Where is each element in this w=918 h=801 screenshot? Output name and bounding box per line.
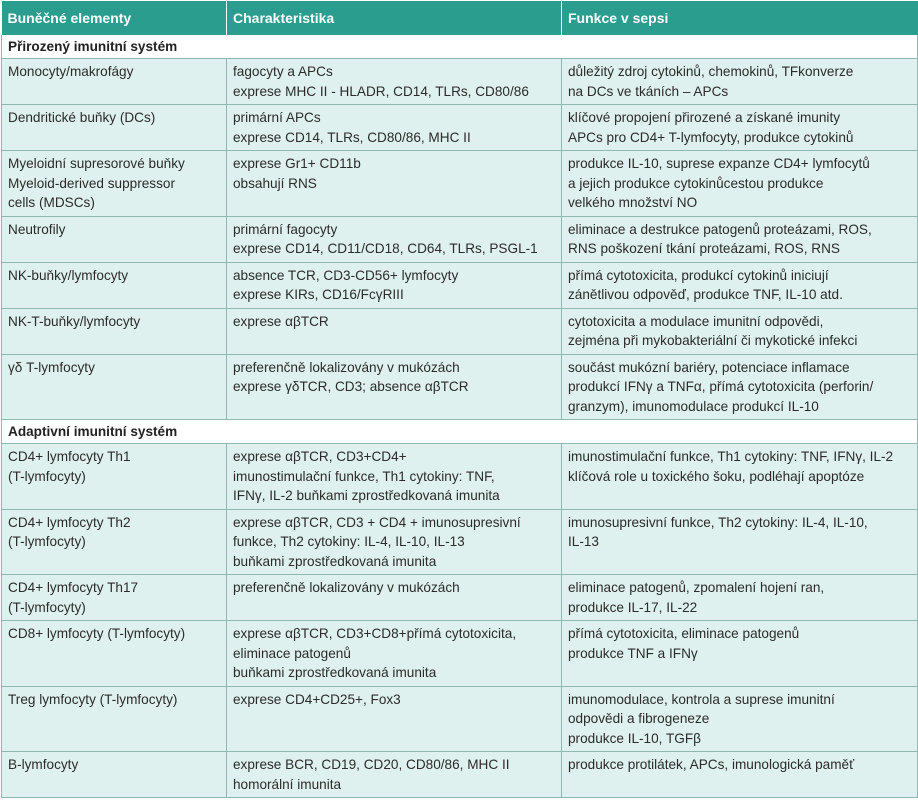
cell-line: Treg lymfocyty (T-lymfocyty) — [8, 691, 178, 707]
cell-line: CD4+ lymfocyty Th2 — [8, 514, 131, 530]
cell-line: klíčové propojení přirozené a získané imunity — [568, 110, 841, 125]
table-row — [2, 308, 918, 354]
table-row — [2, 262, 918, 308]
cell-function — [562, 151, 918, 217]
section-title: Přirozený imunitní systém — [2, 35, 918, 59]
header-elements: Buněčné elementy — [2, 1, 227, 35]
cell-line: preferenčně lokalizovány v mukózách — [233, 359, 460, 375]
table-row — [2, 105, 918, 151]
cell-line: eliminace patogenů, zpomalení hojení ran, — [568, 580, 825, 595]
cell-line: imunostimulační funkce, Th1 cytokiny: TNF, — [233, 468, 495, 484]
cell-line: obsahují RNS — [233, 175, 317, 191]
cell-characteristics — [227, 752, 562, 798]
cell-element — [2, 354, 227, 420]
table-row — [2, 444, 918, 510]
table-row — [2, 575, 918, 621]
cell-line: Neutrofily — [8, 221, 66, 237]
cell-element — [2, 308, 227, 354]
cell-line: fagocyty a APCs — [233, 64, 333, 79]
cell-function — [562, 444, 918, 510]
cell-line: granzym), imunomodulace produkcí IL-10 — [568, 398, 819, 414]
table-row — [2, 354, 918, 420]
cell-characteristics — [227, 262, 562, 308]
cell-line: IL-13 — [568, 534, 599, 549]
cell-function — [562, 752, 918, 798]
cell-function — [562, 509, 918, 575]
header-function: Funkce v sepsi — [562, 1, 918, 35]
cell-element — [2, 262, 227, 308]
cell-line: absence TCR, CD3-CD56+ lymfocyty — [233, 267, 459, 283]
cell-characteristics — [227, 621, 562, 687]
cell-line: (T-lymfocyty) — [8, 534, 86, 549]
cell-line: primární fagocyty — [233, 221, 338, 237]
cell-line: Dendritické buňky (DCs) — [8, 110, 156, 125]
cell-line: zejména při mykobakteriální či mykotické infekci — [568, 333, 858, 348]
cell-line: APCs pro CD4+ T-lymfocyty, produkce cytokinů — [568, 129, 854, 145]
cell-characteristics — [227, 216, 562, 262]
cell-line: exprese CD14, TLRs, CD80/86, MHC II — [233, 129, 471, 145]
cell-characteristics — [227, 354, 562, 420]
cell-function — [562, 686, 918, 752]
cell-element — [2, 105, 227, 151]
cell-characteristics — [227, 444, 562, 510]
cell-line: exprese BCR, CD19, CD20, CD80/86, MHC II — [233, 757, 510, 772]
header-characteristics: Charakteristika — [227, 1, 562, 35]
cell-line: (T-lymfocyty) — [8, 468, 86, 484]
cell-line: na DCs ve tkáních – APCs — [568, 83, 729, 99]
cell-line: exprese αβTCR, CD3+CD8+přímá cytotoxicita, — [233, 626, 517, 641]
cell-line: CD4+ lymfocyty Th1 — [8, 449, 131, 464]
cell-element — [2, 752, 227, 798]
cell-function — [562, 59, 918, 105]
cell-line: klíčová role u toxického šoku, podléhají apoptóze — [568, 468, 865, 484]
cell-line: přímá cytotoxicita, eliminace patogenů — [568, 626, 800, 641]
cell-characteristics — [227, 308, 562, 354]
section-title: Adaptivní imunitní systém — [2, 420, 918, 444]
cell-line: imunostimulační funkce, Th1 cytokiny: TNF, IFNγ, IL-2 — [568, 449, 894, 464]
cell-line: buňkami zprostředkovaná imunita — [233, 665, 437, 680]
cell-characteristics — [227, 59, 562, 105]
cell-line: primární APCs — [233, 110, 321, 125]
cell-line: odpovědi a fibrogeneze — [568, 711, 710, 726]
cell-function — [562, 621, 918, 687]
cell-line: imunomodulace, kontrola a suprese imunitní — [568, 691, 835, 707]
cell-line: homorální imunita — [233, 776, 342, 792]
cell-line: NK-T-buňky/lymfocyty — [8, 313, 141, 329]
table-row — [2, 216, 918, 262]
cell-line: B-lymfocyty — [8, 757, 79, 772]
cell-characteristics — [227, 105, 562, 151]
cell-line: eliminace patogenů — [233, 645, 351, 661]
cell-line: preferenčně lokalizovány v mukózách — [233, 580, 460, 595]
cell-line: IFNγ, IL-2 buňkami zprostředkovaná imunita — [233, 488, 500, 503]
cell-function — [562, 575, 918, 621]
section-row — [2, 35, 918, 59]
cell-element — [2, 59, 227, 105]
table-row — [2, 621, 918, 687]
cell-line: eliminace a destrukce patogenů proteázami, ROS, — [568, 221, 872, 237]
cell-function — [562, 354, 918, 420]
cell-characteristics — [227, 151, 562, 217]
cell-line: produkce TNF a IFNγ — [568, 645, 698, 661]
cell-line: cells (MDSCs) — [8, 195, 95, 210]
cell-line: exprese γδTCR, CD3; absence αβTCR — [233, 379, 469, 394]
cell-line: exprese Gr1+ CD11b — [233, 156, 361, 171]
cell-line: přímá cytotoxicita, produkcí cytokinů iniciují — [568, 267, 829, 283]
cell-line: (T-lymfocyty) — [8, 599, 86, 615]
cell-element — [2, 621, 227, 687]
cell-line: NK-buňky/lymfocyty — [8, 267, 129, 283]
table-row — [2, 59, 918, 105]
cell-line: exprese αβTCR, CD3 + CD4 + imunosupresivní — [233, 514, 521, 530]
table-body — [2, 35, 918, 798]
cell-line: zánětlivou odpověď, produkce TNF, IL-10 atd. — [568, 287, 843, 302]
cell-element — [2, 151, 227, 217]
table-row — [2, 509, 918, 575]
table-row — [2, 686, 918, 752]
cell-line: součást mukózní bariéry, potenciace inflamace — [568, 359, 850, 375]
table-row — [2, 752, 918, 798]
cell-line: funkce, Th2 cytokiny: IL-4, IL-10, IL-13 — [233, 534, 465, 549]
cell-function — [562, 105, 918, 151]
cell-line: produkce protilátek, APCs, imunologická paměť — [568, 757, 855, 772]
immune-cells-table — [1, 1, 918, 798]
cell-line: Myeloid-derived suppressor — [8, 175, 175, 191]
cell-characteristics — [227, 686, 562, 752]
cell-line: exprese αβTCR, CD3+CD4+ — [233, 449, 407, 464]
cell-line: exprese KIRs, CD16/FcγRIII — [233, 287, 404, 302]
cell-function — [562, 262, 918, 308]
cell-function — [562, 308, 918, 354]
cell-line: CD4+ lymfocyty Th17 — [8, 580, 139, 595]
cell-line: Monocyty/makrofágy — [8, 64, 134, 79]
table-row — [2, 151, 918, 217]
cell-line: exprese MHC II - HLADR, CD14, TLRs, CD80/86 — [233, 83, 529, 99]
cell-line: exprese CD14, CD11/CD18, CD64, TLRs, PSGL-1 — [233, 241, 538, 256]
cell-function — [562, 216, 918, 262]
cell-line: produkcí IFNγ a TNFα, přímá cytotoxicita (perforin/ — [568, 379, 874, 394]
cell-characteristics — [227, 509, 562, 575]
cell-line: imunosupresivní funkce, Th2 cytokiny: IL-4, IL-10, — [568, 514, 868, 530]
cell-line: buňkami zprostředkovaná imunita — [233, 553, 437, 569]
cell-line: produkce IL-17, IL-22 — [568, 599, 698, 615]
cell-element — [2, 509, 227, 575]
cell-line: exprese αβTCR — [233, 313, 329, 329]
cell-line: cytotoxicita a modulace imunitní odpovědi, — [568, 313, 824, 329]
cell-line: produkce IL-10, suprese expanze CD4+ lymfocytů — [568, 156, 870, 171]
cell-line: produkce IL-10, TGFβ — [568, 730, 701, 746]
cell-element — [2, 686, 227, 752]
section-row — [2, 420, 918, 444]
cell-element — [2, 575, 227, 621]
cell-line: γδ T-lymfocyty — [8, 359, 95, 375]
cell-line: Myeloidní supresorové buňky — [8, 156, 185, 171]
cell-line: velkého množství NO — [568, 195, 698, 210]
cell-line: CD8+ lymfocyty (T-lymfocyty) — [8, 626, 186, 641]
cell-characteristics — [227, 575, 562, 621]
cell-element — [2, 444, 227, 510]
header-row — [2, 1, 918, 35]
cell-line: RNS poškození tkání proteázami, ROS, RNS — [568, 241, 840, 256]
cell-element — [2, 216, 227, 262]
cell-line: exprese CD4+CD25+, Fox3 — [233, 691, 401, 707]
cell-line: a jejich produkce cytokinůcestou produkce — [568, 175, 824, 191]
cell-line: důležitý zdroj cytokinů, chemokinů, TFkonverze — [568, 64, 854, 79]
